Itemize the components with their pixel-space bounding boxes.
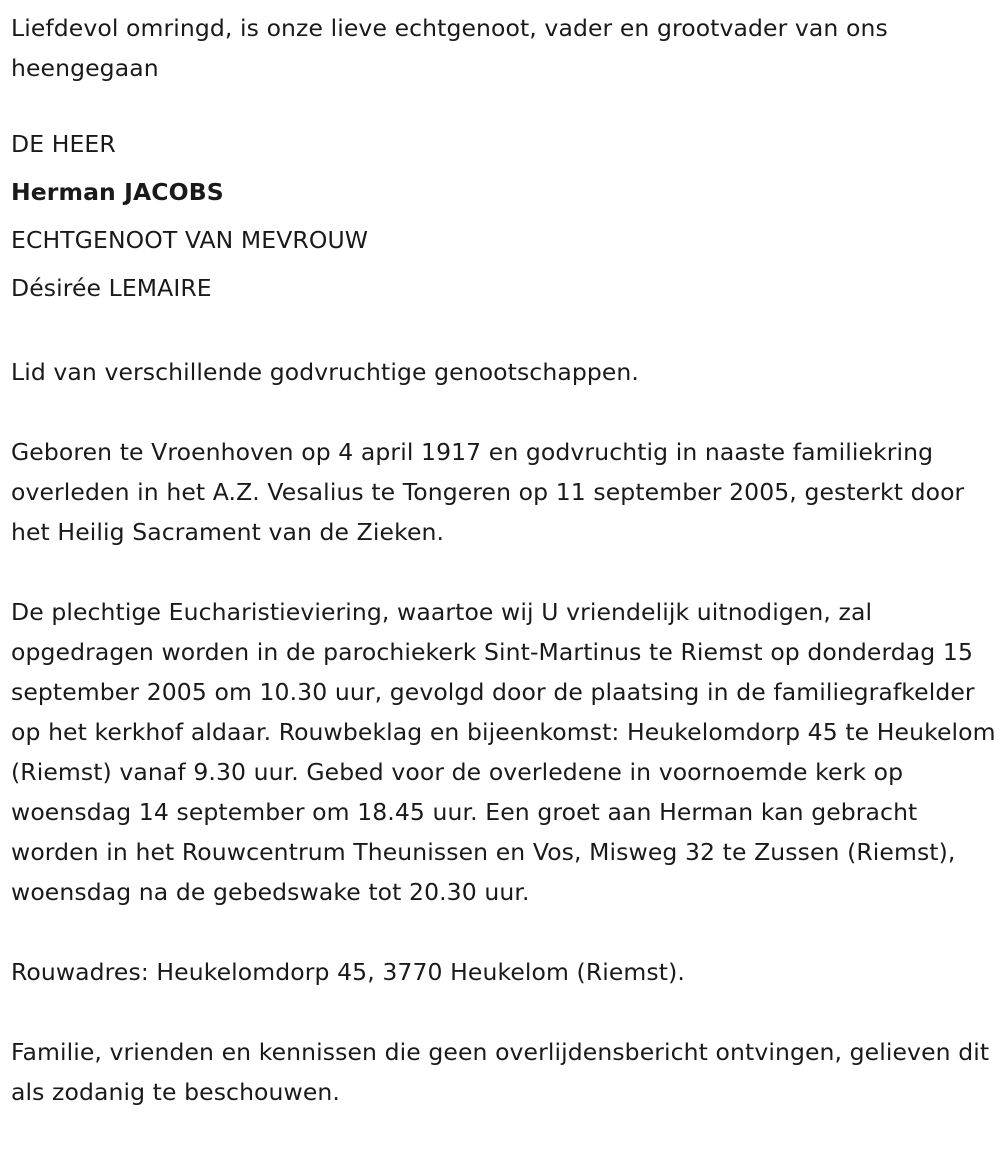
- membership-paragraph: Lid van verschillende godvruchtige genootschappen.: [11, 358, 639, 386]
- ceremony-paragraph: De plechtige Eucharistieviering, waartoe wij U vriendelijk uitnodigen, zal opgedragen worden in de parochiekerk Sint-Martinus te Riemst op donderdag 15 september 2005 om 10.30 uur, gevolgd door de plaatsing in de familiegrafkelder op het kerkhof aldaar. Rouwbeklag en bijeenkomst: Heukelomdorp 45 te Heukelom (Riemst) vanaf 9.30 uur. Gebed voor de overledene in voornoemde kerk op woensdag 14 september om 18.45 uur. Een groet aan Herman kan gebracht worden in het Rouwcentrum Theunissen en Vos, Misweg 32 te Zussen (Riemst), woensdag na de gebedswake tot 20.30 uur.: [11, 598, 996, 906]
- deceased-name: Herman JACOBS: [11, 178, 224, 206]
- title-prefix: DE HEER: [11, 130, 116, 158]
- spouse-name: Désirée LEMAIRE: [11, 274, 212, 302]
- address-paragraph: Rouwadres: Heukelomdorp 45, 3770 Heukelom (Riemst).: [11, 958, 685, 986]
- closing-paragraph: Familie, vrienden en kennissen die geen overlijdensbericht ontvingen, gelieven dit als zodanig te beschouwen.: [11, 1038, 990, 1106]
- intro-paragraph: Liefdevol omringd, is onze lieve echtgenoot, vader en grootvader van ons heengegaan: [11, 14, 888, 82]
- deceased-header: [11, 120, 996, 312]
- birth-death-paragraph: Geboren te Vroenhoven op 4 april 1917 en godvruchtig in naaste familiekring overleden in het A.Z. Vesalius te Tongeren op 11 september 2005, gesterkt door het Heilig Sacrament van de Zieken.: [11, 438, 965, 546]
- obituary-notice: [11, 8, 996, 1112]
- spouse-prefix: ECHTGENOOT VAN MEVROUW: [11, 226, 369, 254]
